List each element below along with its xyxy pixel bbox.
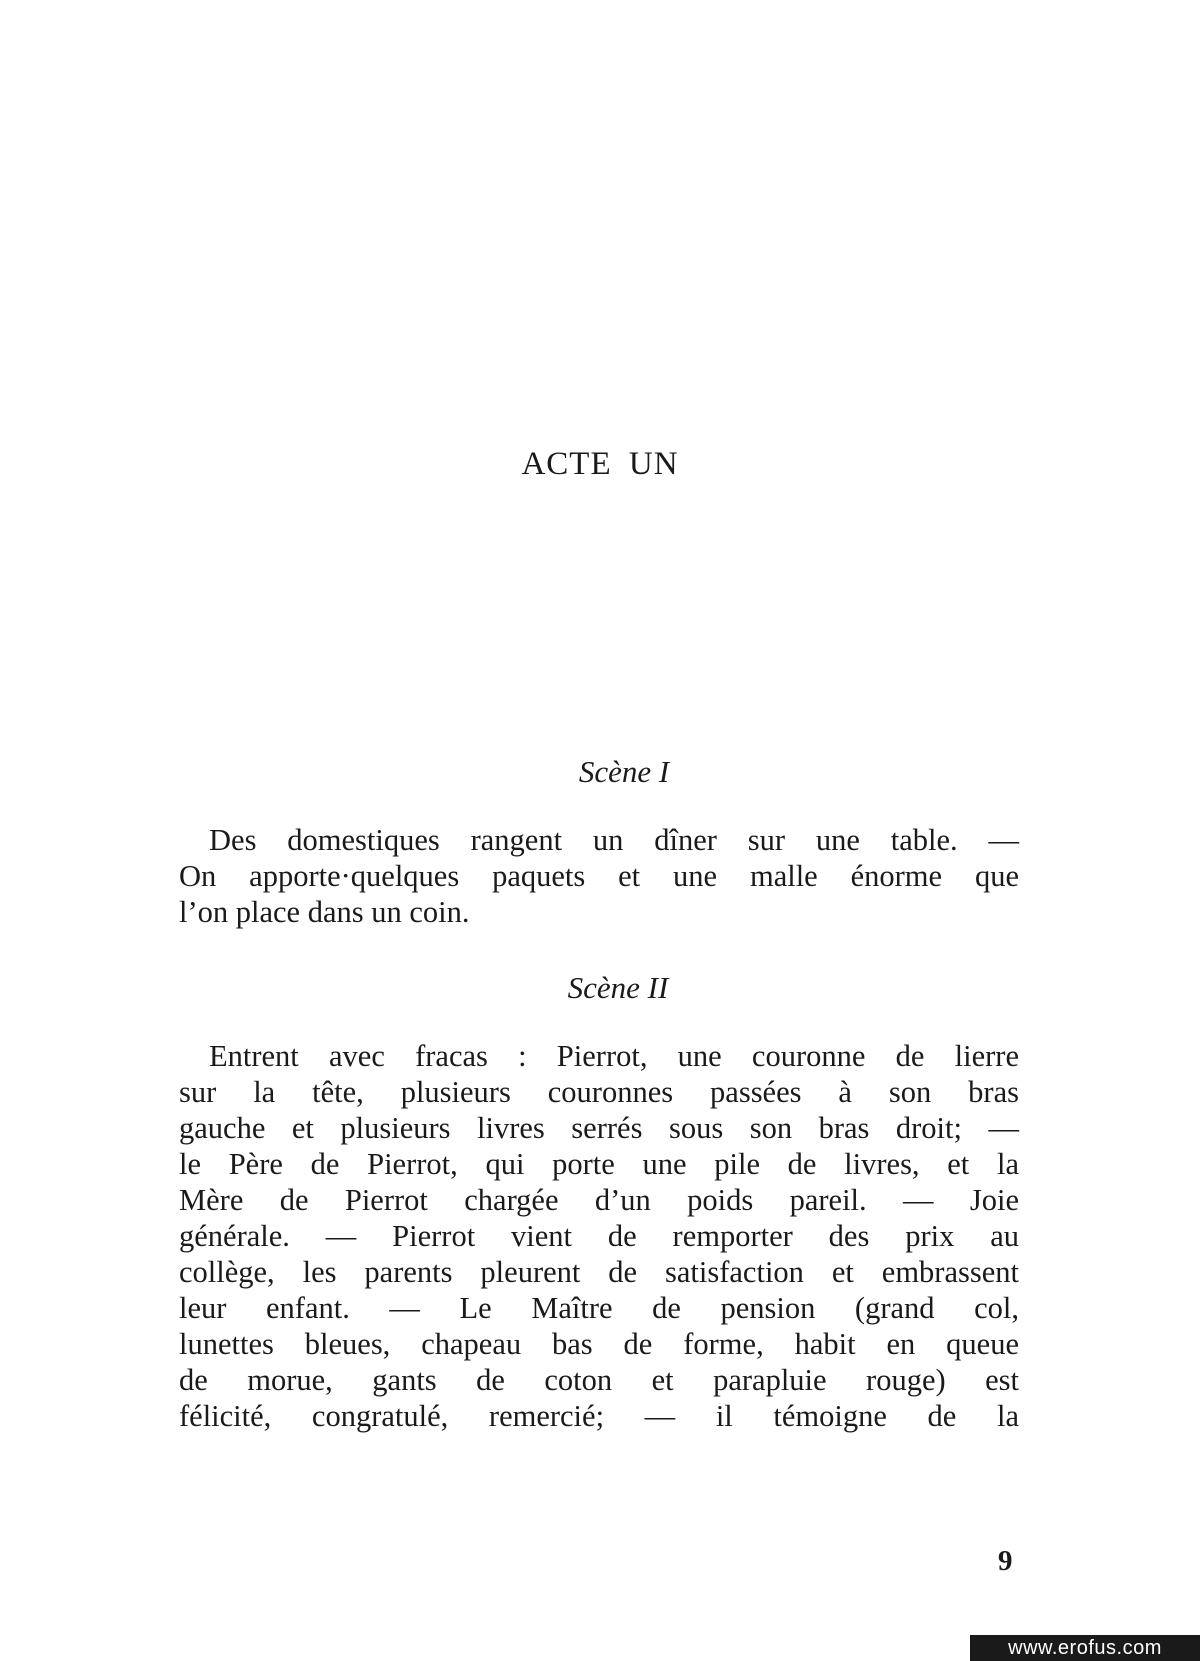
page-number: 9 xyxy=(998,1545,1013,1577)
watermark: www.erofus.com xyxy=(970,1635,1200,1661)
text-line: l’on place dans un coin. xyxy=(179,895,470,929)
act-title: ACTE UN xyxy=(521,446,679,482)
text-line: sur la tête, plusieurs couronnes passées à son bras xyxy=(179,1075,1019,1109)
text-line: félicité, congratulé, remercié; — il témoigne de la xyxy=(179,1399,1019,1433)
text-line: lunettes bleues, chapeau bas de forme, habit en queue xyxy=(179,1327,1019,1361)
text-line: On apporte·quelques paquets et une malle énorme que xyxy=(179,859,1019,893)
scene-2-title: Scène II xyxy=(567,970,669,1005)
scene-1-title: Scène I xyxy=(578,754,670,789)
text-line: générale. — Pierrot vient de remporter des prix au xyxy=(179,1219,1019,1253)
text-line: Entrent avec fracas : Pierrot, une couronne de lierre xyxy=(209,1039,1019,1073)
text-line: leur enfant. — Le Maître de pension (grand col, xyxy=(179,1291,1019,1325)
text-line: le Père de Pierrot, qui porte une pile de livres, et la xyxy=(179,1147,1019,1181)
text-line: gauche et plusieurs livres serrés sous son bras droit; — xyxy=(179,1111,1019,1145)
scene-1-paragraph xyxy=(179,822,1019,930)
text-line: de morue, gants de coton et parapluie rouge) est xyxy=(179,1363,1019,1397)
text-line: Mère de Pierrot chargée d’un poids pareil. — Joie xyxy=(179,1183,1019,1217)
text-line: Des domestiques rangent un dîner sur une table. — xyxy=(209,823,1019,857)
scene-2-paragraph xyxy=(179,1038,1019,1434)
text-line: collège, les parents pleurent de satisfaction et embrassent xyxy=(179,1255,1019,1289)
